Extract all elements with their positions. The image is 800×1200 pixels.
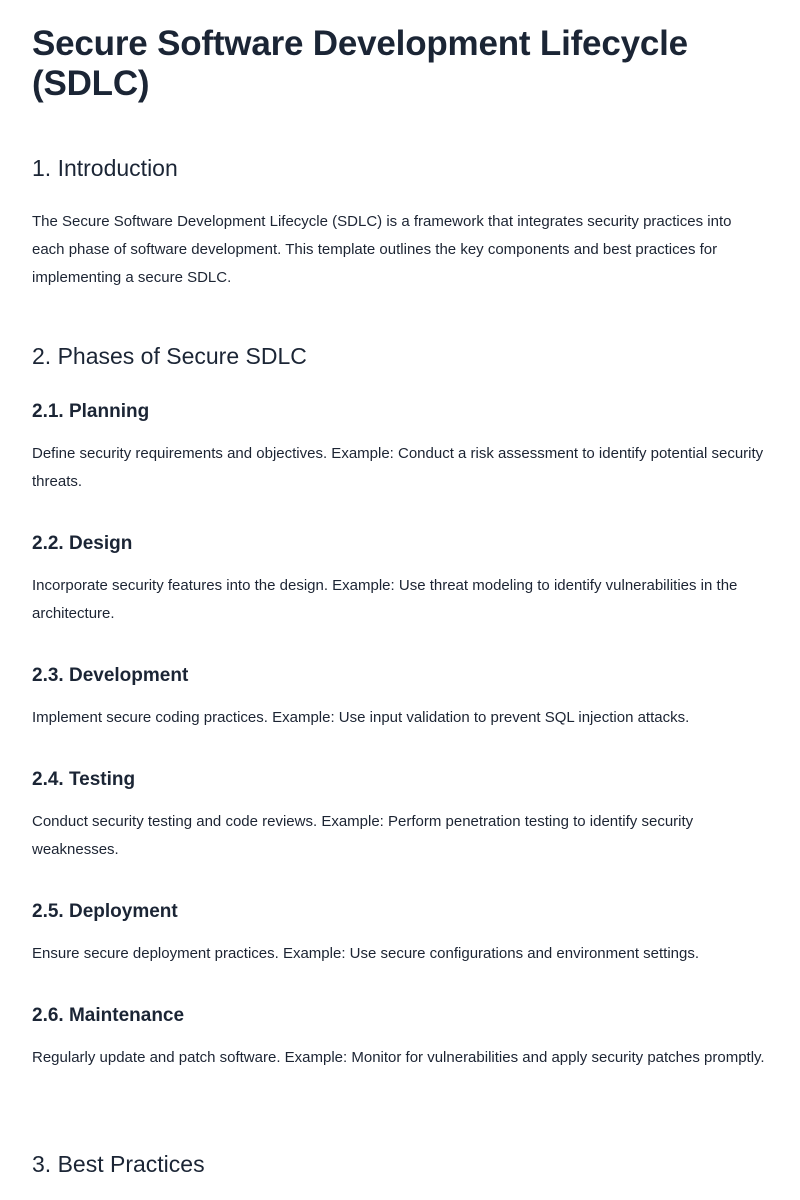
subsection-body-development: Implement secure coding practices. Example: Use input validation to prevent SQL injection attacks. bbox=[32, 709, 690, 726]
section-heading-phases: 2. Phases of Secure SDLC bbox=[32, 343, 307, 369]
subsection-heading-testing: 2.4. Testing bbox=[32, 769, 136, 790]
subsection-heading-maintenance: 2.6. Maintenance bbox=[32, 1005, 185, 1026]
subsection-body-design: Incorporate security features into the design. Example: Use threat modeling to identify vulnerabilities in the architecture. bbox=[32, 577, 738, 622]
section-heading-introduction: 1. Introduction bbox=[32, 155, 178, 181]
subsection-heading-planning: 2.1. Planning bbox=[32, 401, 150, 422]
subsection-body-deployment: Ensure secure deployment practices. Example: Use secure configurations and environment settings. bbox=[32, 945, 700, 962]
subsection-body-maintenance: Regularly update and patch software. Example: Monitor for vulnerabilities and apply security patches promptly. bbox=[32, 1049, 765, 1066]
subsection-heading-development: 2.3. Development bbox=[32, 665, 189, 686]
subsection-heading-design: 2.2. Design bbox=[32, 533, 133, 554]
page-title: Secure Software Development Lifecycle (SDLC) bbox=[32, 24, 688, 103]
subsection-heading-deployment: 2.5. Deployment bbox=[32, 901, 178, 922]
section-body-introduction: The Secure Software Development Lifecycle (SDLC) is a framework that integrates security practices into each phase of software development. This template outlines the key components and best practices for implementing a secure SDLC. bbox=[32, 213, 732, 286]
subsection-body-testing: Conduct security testing and code reviews. Example: Perform penetration testing to identify security weaknesses. bbox=[32, 813, 694, 858]
subsection-body-planning: Define security requirements and objectives. Example: Conduct a risk assessment to identify potential security threats. bbox=[32, 445, 764, 490]
section-heading-best-practices: 3. Best Practices bbox=[32, 1151, 205, 1177]
